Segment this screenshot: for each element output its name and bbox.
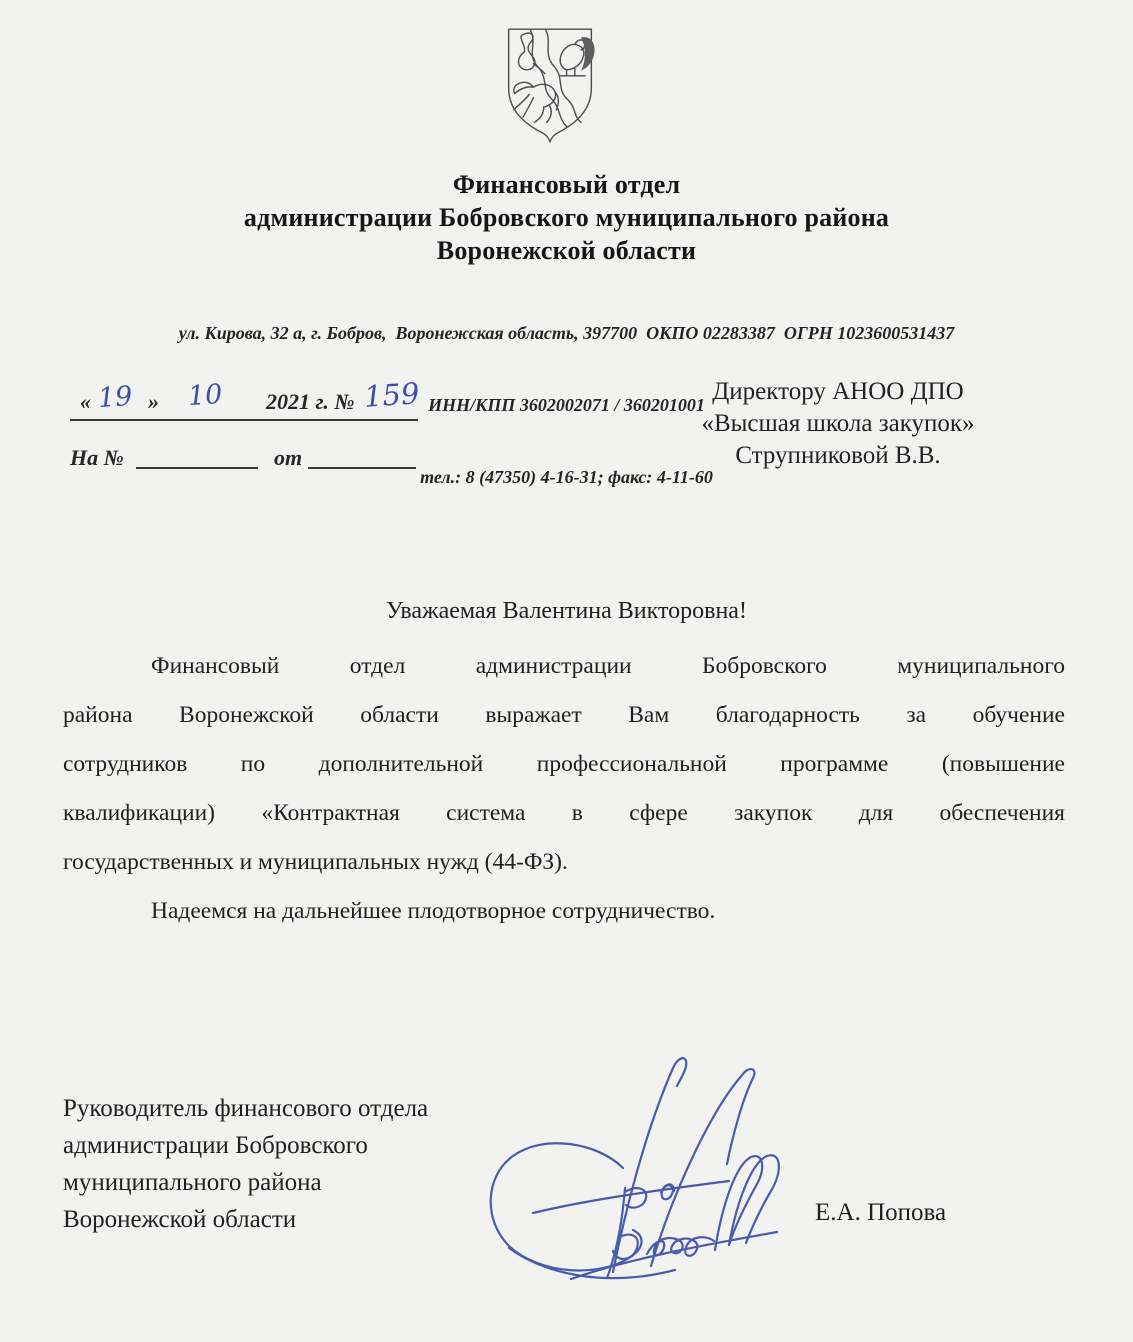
- signoff-title-line: Руководитель финансового отдела: [63, 1095, 429, 1122]
- horse-body: [533, 84, 555, 106]
- blank-underline-number: [136, 466, 258, 469]
- date-number-line: [70, 376, 421, 421]
- body-line: государственных и муниципальных нужд (44-ФЗ).: [63, 849, 568, 875]
- signer-name: Е.А. Попова: [815, 1199, 947, 1226]
- addressee-line: «Высшая школа закупок»: [701, 410, 975, 437]
- addressee-line: Директору АНОО ДПО: [712, 378, 964, 405]
- reply-from-label: от: [274, 445, 303, 470]
- body-line: сотрудников по дополнительной профессиональной программе (повышение: [63, 751, 1065, 777]
- body-line: Финансовый отдел администрации Бобровского муниципального: [151, 653, 1065, 679]
- org-name-line: Финансовый отдел: [452, 170, 681, 199]
- closing-paragraph: Надеемся на дальнейшее плодотворное сотрудничество.: [151, 898, 716, 924]
- beaver-legs: [560, 69, 585, 76]
- handwritten-signature: [475, 1040, 805, 1290]
- coat-of-arms-icon: [498, 22, 602, 144]
- handwritten-outgoing-number: 159: [362, 376, 421, 414]
- horse-neck-head: [514, 82, 534, 93]
- horse-hind-legs: [534, 105, 551, 123]
- reply-reference-line: [70, 441, 430, 471]
- body-line: квалификации) «Контрактная система в сфере закупок для обеспечения: [63, 800, 1065, 826]
- letterhead-org-name: [0, 168, 1133, 267]
- beaver-body: [560, 44, 584, 69]
- salutation: Уважаемая Валентина Викторовна!: [386, 598, 747, 624]
- requisites-line: ул. Кирова, 32 а, г. Бобров, Воронежская область, 397700 ОКПО 02283387 ОГРН 1023600531437: [178, 323, 955, 343]
- ewer-stream: [533, 63, 544, 73]
- quote-open: «: [80, 389, 91, 414]
- handwritten-month: 10: [186, 378, 224, 413]
- signoff-title-line: Воронежской области: [63, 1206, 297, 1233]
- year-number-label: 2021 г. №: [266, 389, 355, 414]
- addressee-block: [628, 376, 1048, 472]
- quote-close: »: [148, 389, 159, 414]
- reply-prefix-label: На №: [70, 445, 124, 470]
- org-name-line: Воронежской области: [436, 236, 697, 265]
- signoff-title-line: муниципального района: [63, 1169, 322, 1196]
- requisites-line: ИНН/КПП 3602002071 / 360201001: [428, 395, 705, 415]
- handwritten-day: 19: [96, 380, 134, 415]
- body-line: района Воронежской области выражает Вам благодарность за обучение: [63, 702, 1065, 728]
- body-paragraph: [63, 642, 1065, 936]
- requisites-line: тел.: 8 (47350) 4-16-31; факс: 4-11-60: [420, 467, 713, 487]
- blank-underline-date: [308, 466, 416, 469]
- addressee-line: Струпниковой В.В.: [735, 442, 941, 469]
- beaver-tail: [581, 37, 595, 70]
- org-name-line: администрации Бобровского муниципального района: [243, 203, 890, 232]
- signoff-title-line: администрации Бобровского: [63, 1132, 368, 1159]
